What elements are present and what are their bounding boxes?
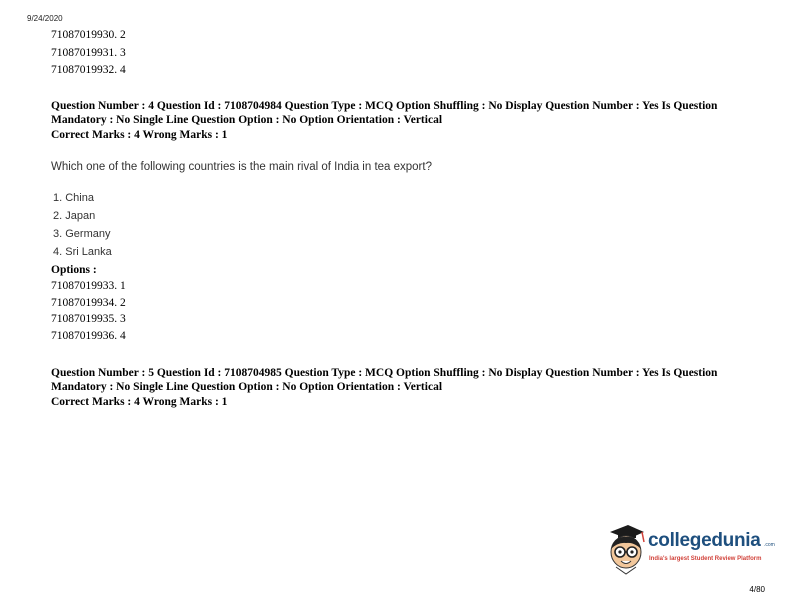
collegedunia-logo [604, 522, 774, 582]
choice-item: 1. China [53, 192, 94, 204]
option-id-line: 71087019931. 3 [51, 47, 126, 59]
question-5-meta-line1: Question Number : 5 Question Id : 7108704985 Question Type : MCQ Option Shuffling : No Display Question Number : Yes Is Question [51, 367, 718, 379]
option-id-line: 71087019933. 1 [51, 280, 126, 292]
option-id-line: 71087019935. 3 [51, 313, 126, 325]
question-5-meta-line2: Mandatory : No Single Line Question Option : No Option Orientation : Vertical [51, 381, 443, 393]
question-5-marks: Correct Marks : 4 Wrong Marks : 1 [51, 396, 228, 408]
print-date: 9/24/2020 [27, 14, 63, 23]
question-4-meta-line2: Mandatory : No Single Line Question Option : No Option Orientation : Vertical [51, 114, 443, 126]
choice-item: 2. Japan [53, 210, 96, 222]
option-id-line: 71087019934. 2 [51, 297, 126, 309]
question-4-marks: Correct Marks : 4 Wrong Marks : 1 [51, 129, 228, 141]
brand-tagline: India's largest Student Review Platform [649, 556, 762, 562]
page-number: 4/80 [749, 585, 765, 594]
question-4-text: Which one of the following countries is the main rival of India in tea export? [51, 161, 432, 173]
mascot-icon [604, 522, 648, 578]
brand-suffix: .com [764, 542, 775, 548]
question-4-meta-line1: Question Number : 4 Question Id : 7108704984 Question Type : MCQ Option Shuffling : No Display Question Number : Yes Is Question [51, 100, 718, 112]
option-id-line: 71087019932. 4 [51, 64, 126, 76]
brand-name: collegedunia [648, 530, 761, 551]
option-id-line: 71087019936. 4 [51, 330, 126, 342]
choice-item: 3. Germany [53, 228, 111, 240]
options-label: Options : [51, 264, 97, 276]
option-id-line: 71087019930. 2 [51, 29, 126, 41]
choice-item: 4. Sri Lanka [53, 246, 112, 258]
